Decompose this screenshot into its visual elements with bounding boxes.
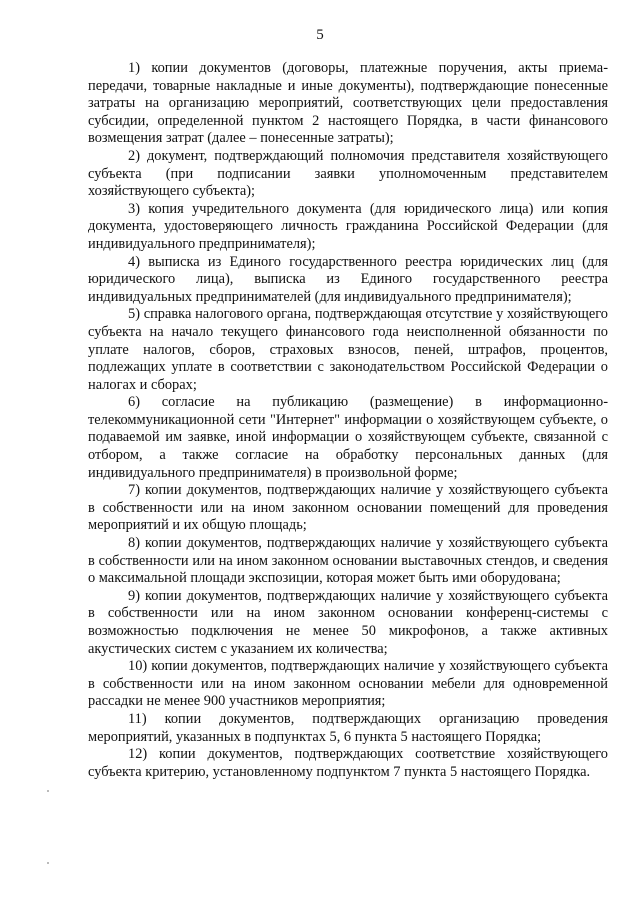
list-item-9: 9) копии документов, подтверждающих наличие у хозяйствующего субъекта в собственности или на ином законном основании конференц-системы с возможностью подключения не менее 50 микрофонов, а также активных акустических систем с указанием их количества;: [88, 587, 608, 657]
list-item-6: 6) согласие на публикацию (размещение) в информационно-телекоммуникационной сети "Интернет" информации о хозяйствующем субъекте, о подаваемой им заявке, иной информации о хозяйствующем субъекте, связанной с отбором, а также согласие на обработку персональных данных (для индивидуального предпринимателя) в произвольной форме;: [88, 394, 608, 481]
list-item-2: 2) документ, подтверждающий полномочия представителя хозяйствующего субъекта (при подписании заявки уполномоченным представителем хозяйствующего субъекта);: [88, 147, 608, 200]
list-item-5: 5) справка налогового органа, подтверждающая отсутствие у хозяйствующего субъекта на начало текущего финансового года неисполненной обязанности по уплате налогов, сборов, страховых взносов, пеней, штрафов, процентов, подлежащих уплате в соответствии с законодательством Российской Федерации о налогах и сборах;: [88, 306, 608, 393]
document-body: [88, 60, 608, 781]
list-item-8: 8) копии документов, подтверждающих наличие у хозяйствующего субъекта в собственности или на ином законном основании выставочных стендов, и сведения о максимальной площади экспозиции, которая может быть ими оборудована;: [88, 535, 608, 587]
scan-speck: [47, 790, 49, 792]
list-item-11: 11) копии документов, подтверждающих организацию проведения мероприятий, указанных в подпунктах 5, 6 пункта 5 настоящего Порядка;: [88, 710, 608, 745]
list-item-10: 10) копии документов, подтверждающих наличие у хозяйствующего субъекта в собственности или на ином законном основании мебели для одновременной рассадки не менее 900 участников мероприятия;: [88, 658, 608, 710]
list-item-1: 1) копии документов (договоры, платежные поручения, акты приема-передачи, товарные накладные и иные документы), подтверждающие понесенные затраты на организацию мероприятий, соответствующих цели предоставления субсидии, определенной пунктом 2 настоящего Порядка, в части финансового возмещения затрат (далее – понесенные затраты);: [88, 60, 608, 147]
page-number: 5: [316, 27, 324, 43]
list-item-3: 3) копия учредительного документа (для юридического лица) или копия документа, удостоверяющего личность гражданина Российской Федерации (для индивидуального предпринимателя);: [88, 200, 608, 252]
scan-speck: [47, 862, 49, 864]
list-item-4: 4) выписка из Единого государственного реестра юридических лиц (для юридического лица), выписка из Единого государственного реестра индивидуальных предпринимателей (для индивидуального предпринимателя);: [88, 253, 608, 305]
list-item-7: 7) копии документов, подтверждающих наличие у хозяйствующего субъекта в собственности или на ином законном основании помещений для проведения мероприятий и их общую площадь;: [88, 482, 608, 534]
list-item-12: 12) копии документов, подтверждающих соответствие хозяйствующего субъекта критерию, установленному подпунктом 7 пункта 5 настоящего Порядка.: [88, 746, 608, 780]
